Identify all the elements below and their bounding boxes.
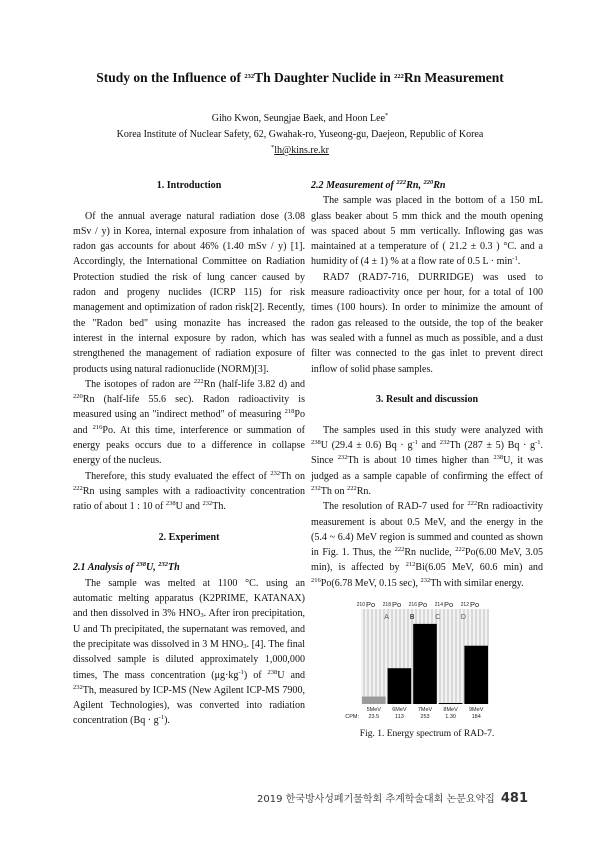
cpm-value-label: 113 (395, 714, 404, 721)
measurement-paragraph-2: RAD7 (RAD7-716, DURRIDGE) was used to measure radioactivity once per hour, for a total of 100 times (100 hours). In order to minimize the amount of radon gas released to the outside, the top of the beaker was sealed with a funnel as much as possible, and a dust filter was connected to the gas inlet to prevent direct inflow of solid phase samples. (311, 271, 543, 375)
section-heading-introduction: 1. Introduction (156, 180, 222, 191)
spectrum-bar (413, 624, 437, 704)
energy-spectrum-figure (325, 595, 525, 725)
figure-caption: Fig. 1. Energy spectrum of RAD-7. (359, 729, 495, 740)
section-heading-results: 3. Result and discussion (375, 394, 479, 406)
author-affiliation: Korea Institute of Nuclear Safety, 62, Gwahak-ro, Yuseong-gu, Daejeon, Republic of Korea (116, 129, 484, 140)
paper-title: Study on the Influence of $^{232}$Th Daughter Nuclide in $^{222}$Rn Measurement (96, 70, 504, 85)
page-number: 481 (500, 791, 528, 806)
spectrum-bar (388, 668, 412, 704)
stripe (377, 609, 379, 704)
stripe (461, 609, 463, 704)
stripe (457, 609, 459, 704)
intro-paragraph-1: Of the annual average natural radiation dose (3.08 mSv / y) in Korea, internal exposure from inhalation of radon gas accounts for about 46% (1.40 mSv / y) [1]. Accordingly, the International Committee on Radiation Protection studied the risk of lung cancer caused by radon and progeny nuclides (ICRP 115) for risk management and optimization of radon risk[2]. Recently, the "Radon bed" using monazite has increased the interest in the internal exposure by radon, which has strengthened the management of radiation exposure of products using natural radionuclide (NORM)[3]. (73, 210, 305, 375)
author-names: Giho Kwon, Seungjae Baek, and Hoon Lee* (211, 112, 389, 124)
region-label: C (435, 614, 441, 622)
stripe (449, 609, 451, 704)
section-heading-experiment: 2. Experiment (158, 531, 220, 543)
nuclide-mass-label: 212 (460, 602, 469, 609)
region-label: A (384, 614, 389, 622)
nuclide-mass-label: 214 (434, 602, 443, 609)
subsection-heading-2-1: 2.1 Analysis of $^{238}$U, $^{232}$Th (73, 561, 180, 574)
nuclide-symbol-label: Po (392, 600, 402, 610)
cpm-value-label: 1.30 (445, 714, 456, 721)
cpm-value-label: 23.5 (368, 714, 380, 721)
spectrum-bar (439, 703, 463, 704)
stripe (385, 609, 387, 704)
nuclide-mass-label: 216 (408, 602, 417, 609)
region-label: D (460, 614, 466, 622)
stripe (437, 609, 439, 704)
cpm-value-label: 253 (420, 714, 430, 721)
stripe (361, 609, 363, 704)
energy-label: 5MeV (366, 707, 381, 714)
energy-label: 6MeV (392, 707, 407, 714)
region-label: B (409, 614, 415, 622)
stripe (441, 609, 443, 704)
stripe (453, 609, 455, 704)
right-column (311, 178, 543, 742)
cpm-labels (345, 714, 481, 720)
nuclide-mass-label: 218 (382, 602, 391, 609)
energy-label: 9MeV (469, 707, 484, 714)
left-column (73, 178, 305, 729)
subsection-heading-2-2: 2.2 Measurement of $^{222}$Rn, $^{220}$Rn (311, 179, 446, 191)
nuclide-symbol-label: Po (366, 600, 376, 610)
stripe (445, 609, 447, 704)
results-paragraph-1: The samples used in this study were analyzed with $^{238}$U (29.4 ± 0.6) $Bq \cdot g^{-1}$ and $^{232}$Th (287 ± 5) $Bq \cdot g^{-1}$. Since $^{232}$Th is about 10 times higher than $^{238}$U, it was judged as a sample capable of confirming the effect of $^{232}$Th on $^{222}$Rn. (311, 424, 544, 497)
author-email[interactable]: *lh@kins.re.kr (270, 144, 329, 156)
stripe (373, 609, 375, 704)
cpm-title-label: CPM: (345, 714, 359, 721)
spectrum-bar (362, 697, 386, 704)
cpm-value-label: 184 (471, 714, 481, 721)
energy-label: 8MeV (443, 707, 458, 714)
intro-paragraph-2: The isotopes of radon are $^{222}$Rn (half-life 3.82 d) and $^{220}$Rn (half-life 55.6 sec). Radon radioactivity is measured using an "indirect method" of measuring $^{218}$Po and $^{216}$Po. At this time, interference or summation of energy peaks occurs due to a difference in collapse energy of the nucleus. (73, 377, 305, 467)
spectrum-bar (464, 646, 488, 704)
stripe (381, 609, 383, 704)
footer-text: 2019 한국방사성폐기물학회 추계학술대회 논문요약집 (257, 794, 495, 805)
experiment-paragraph-1: The sample was melted at 1100 °C. using an automatic melting apparatus (K2PRIME, KATANAX) and then dissolved in 3% $HNO_3$. After iron precipitation, U and Th precipitated, the supernatant was removed, and the precipitate was dissolved in 3 M $HNO_3$. [4]. The final dissolved sample is diluted approximately 1,000,000 times, The mass concentration $(\mu g\cdot kg^{-1})$ of $^{238}$U and $^{232}$Th, measured by ICP-MS (New Agilent ICP-MS 7900, Agilent Technologies), was converted into radiation concentration $(Bq \cdot g^{-1})$. (73, 577, 305, 727)
energy-labels (367, 707, 484, 713)
energy-label: 7MeV (417, 707, 433, 714)
page-footer (257, 790, 528, 806)
stripe (365, 609, 367, 704)
measurement-paragraph-1: The sample was placed in the bottom of a 150 mL glass beaker about 5 mm thick and the mouth opening was spaced about 5 mm vertically. Inflowing gas was maintained at a temperature of ( 21.2 ± 0.3 ) °C. and a humidity of (4 ± 1) % at a flow rate of 0.5 $L \cdot \min^{-1}$. (311, 195, 543, 268)
results-paragraph-2: The resolution of RAD-7 used for $^{222}$Rn radioactivity measurement is about 0.5 MeV, and the energy in the (5.4 ~ 6.4) MeV region is summed and counted as shown in Fig. 1. Thus, the $^{222}$Rn nuclide, $^{222}$Po(6.00 MeV, 3.05 min), is affected by $^{212}$Bi(6.05 MeV, 60.6 min) and $^{216}$Po(6.78 MeV, 0.15 sec), $^{232}$Th with similar energy. (311, 500, 543, 589)
nuclide-symbol-label: Po (444, 600, 454, 610)
author-block (0, 111, 600, 159)
stripe (369, 609, 371, 704)
nuclide-mass-label: 210 (356, 602, 365, 609)
nuclide-labels (357, 600, 480, 609)
nuclide-symbol-label: Po (418, 600, 428, 610)
intro-paragraph-3: Therefore, this study evaluated the effect of $^{232}$Th on $^{222}$Rn using samples with a radioactivity concentration ratio of about 1 : 10 of $^{238}$U and $^{232}$Th. (73, 469, 305, 513)
nuclide-symbol-label: Po (470, 600, 480, 610)
